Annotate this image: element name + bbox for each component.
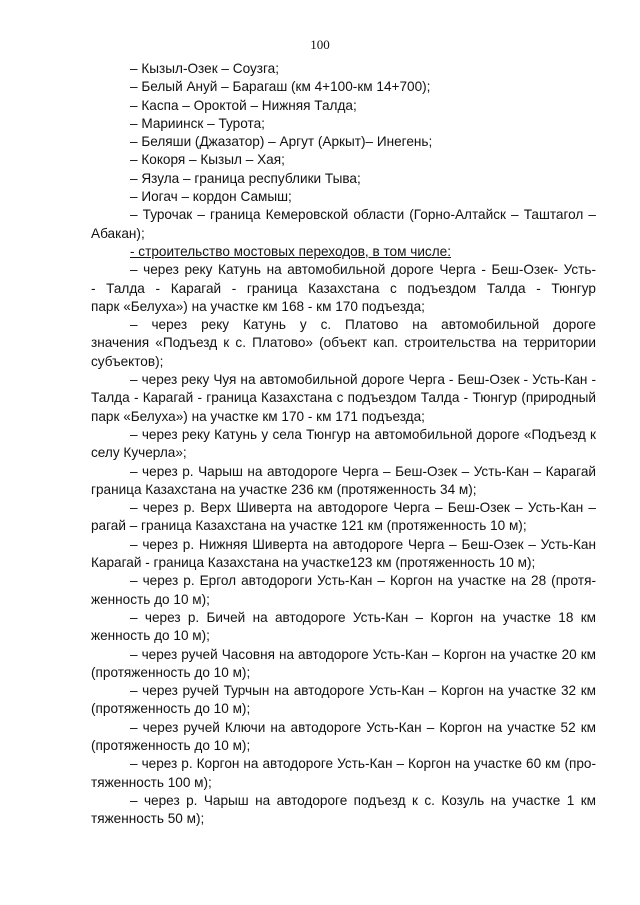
document-body [91,60,596,828]
list-item: – через р. Коргон на автодороге Усть-Кан – Коргон на участке 60 км (про- [130,756,596,772]
list-item: – через р. Чарыш на автодороге Черга – Беш-Озек – Усть-Кан – Карагай [130,463,596,479]
section-heading: - строительство мостовых переходов, в том числе: [130,243,451,259]
list-item: – через реку Катунь у с. Платово на автомобильной дороге [130,317,596,333]
list-item: – через р. Нижняя Шиверта на автодороге Черга – Беш-Озек – Усть-Кан [130,536,596,552]
text-line: женность до 10 м); [91,591,210,607]
list-item: – через ручей Часовня на автодороге Усть-Кан – Коргон на участке 20 км [130,646,596,662]
list-item: – через реку Катунь у села Тюнгур на автомобильной дороге «Подъезд к [130,426,596,442]
text-line: Карагай - граница Казахстана на участке123 км (протяженность 10 м); [91,555,536,571]
text-line: (протяженность до 10 м); [91,737,251,753]
text-line: тяженность 50 м); [91,811,205,827]
text-line: парк «Белуха») на участке км 168 - км 170 подъезда; [91,298,425,314]
list-item: – Кызыл-Озек – Соузга; [130,61,280,76]
text-line: Талда - Карагай - граница Казахстана с подъездом Талда - Тюнгур (природный [91,390,596,406]
list-item: – через реку Катунь на автомобильной дороге Черга - Беш-Озек- Усть- [130,262,596,278]
list-item: – Турочак – граница Кемеровской области (Горно-Алтайск – Таштагол – [130,207,596,223]
list-item: – Каспа – Ороктой – Нижняя Талда; [130,97,357,113]
text-line: субъектов); [91,353,164,369]
text-line: селу Кучерла»; [91,445,187,461]
list-item: – Язула – граница республики Тыва; [130,170,361,186]
list-item: – через ручей Турчын на автодороге Усть-Кан – Коргон на участке 32 км [130,683,596,699]
text-line: женность до 10 м); [91,628,210,644]
list-item: – через р. Ергол автодороги Усть-Кан – Коргон на участке на 28 (протя- [130,573,596,589]
text-line: значения «Подъезд к с. Платово» (объект кап. строительства на территории [91,335,596,351]
text-line: рагай – граница Казахстана на участке 121 км (протяженность 10 м); [91,518,527,534]
list-item: – Мариинск – Турота; [130,115,265,131]
text-line: граница Казахстана на участке 236 км (протяженность 34 м); [91,481,477,497]
text-line: парк «Белуха») на участке км 170 - км 171 подъезда; [91,408,425,424]
text-line: тяженность 100 м); [91,774,212,790]
list-item: – Иогач – кордон Самыш; [130,189,292,205]
list-item: – через р. Чарыш на автодороге подъезд к с. Козуль на участке 1 км [130,792,596,808]
list-item: – Белый Ануй – Барагаш (км 4+100-км 14+700); [130,79,431,95]
list-item: – через реку Чуя на автомобильной дороге Черга - Беш-Озек - Усть-Кан - [130,372,596,388]
text-line: - Талда - Карагай - граница Казахстана с подъездом Талда - Тюнгур [91,280,596,296]
list-item: – через ручей Ключи на автодороге Усть-Кан – Коргон на участке 52 км [130,719,596,735]
list-item: – через р. Верх Шиверта на автодороге Черга – Беш-Озек – Усть-Кан – [130,500,596,516]
text-line: Абакан); [91,225,145,241]
list-item: – через р. Бичей на автодороге Усть-Кан – Коргон на участке 18 км [130,609,596,625]
text-line: (протяженность до 10 м); [91,701,251,717]
text-line: (протяженность до 10 м); [91,664,251,680]
list-item: – Беляши (Джазатор) – Аргут (Аркыт)– Инегень; [130,134,433,150]
list-item: – Кокоря – Кызыл – Хая; [130,152,285,168]
page-number: 100 [310,37,330,52]
